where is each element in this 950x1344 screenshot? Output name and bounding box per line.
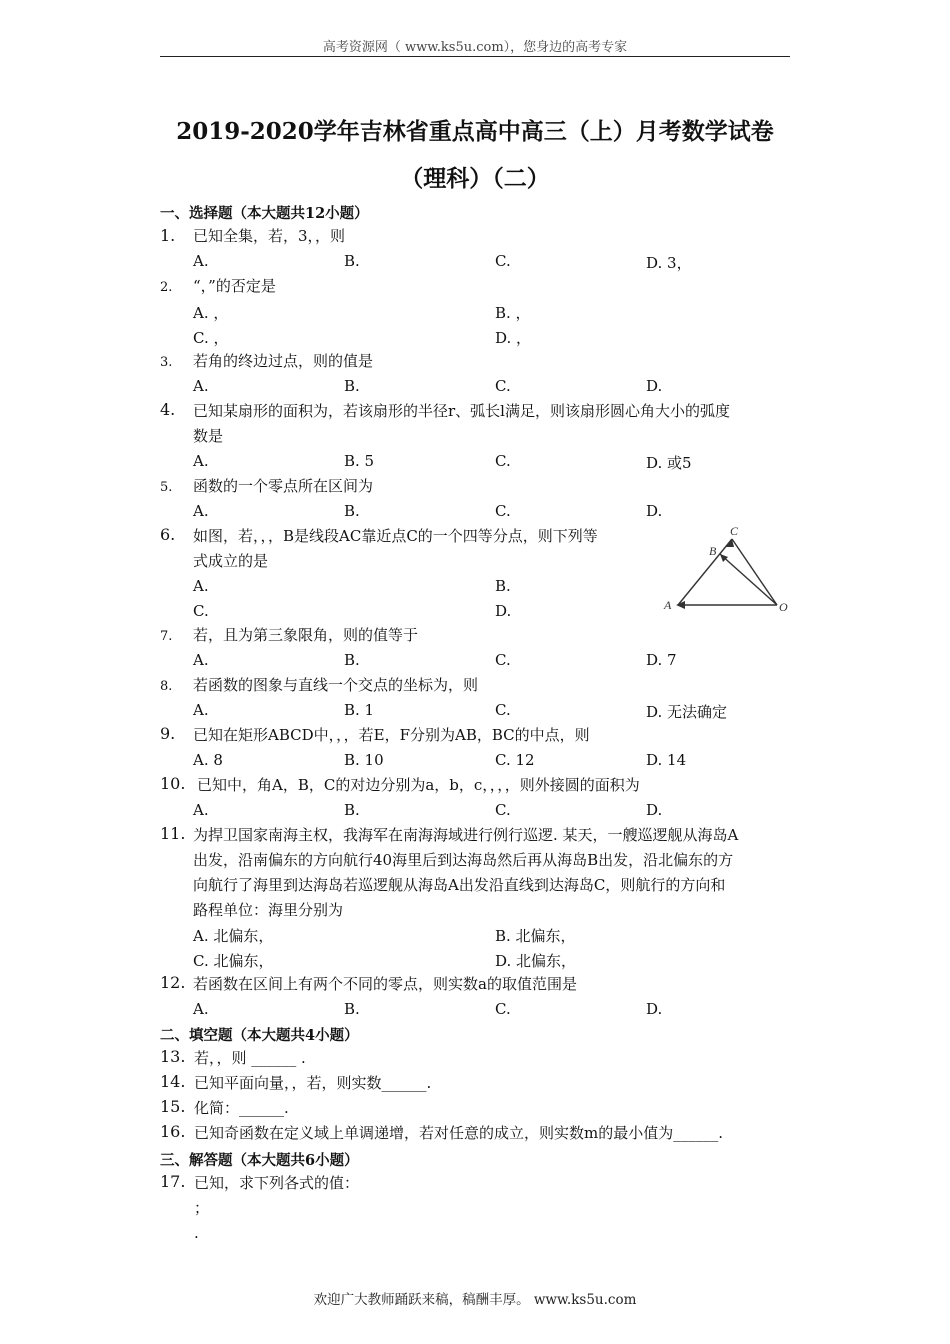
option-a: A.: [193, 577, 209, 595]
question-number: 16.: [160, 1122, 186, 1141]
option-c: C.: [495, 452, 511, 470]
question-text-line2: 数是: [193, 427, 224, 445]
label-c: C: [730, 525, 739, 538]
question-text-line3: 向航行了海里到达海岛若巡逻舰从海岛A出发沿直线到达海岛C，则航行的方向和: [193, 876, 726, 894]
question-number: 6.: [160, 525, 176, 544]
option-b: B.: [495, 577, 511, 595]
question-number: 13.: [160, 1047, 186, 1066]
option-a: A.: [193, 502, 209, 520]
question-text-line1: 为捍卫国家南海主权，我海军在南海海域进行例行巡逻. 某天，一艘巡逻舰从海岛A: [193, 826, 739, 844]
label-a: A: [664, 598, 672, 612]
question-number: 1.: [160, 226, 176, 245]
option-b: B. 1: [344, 701, 375, 719]
option-c: C.: [495, 377, 511, 395]
question-text-line1: 如图，若，，，B是线段AC靠近点C的一个四等分点，则下列等: [193, 527, 598, 545]
section-heading-answer: 三、解答题（本大题共6小题）: [160, 1152, 359, 1169]
option-b: B.: [344, 651, 360, 669]
section-heading-fill: 二、填空题（本大题共4小题）: [160, 1027, 359, 1044]
option-b: B.: [344, 801, 360, 819]
option-c: C.: [495, 701, 511, 719]
question-text: 已知，求下列各式的值：: [194, 1174, 360, 1192]
segment-ac: [678, 539, 732, 605]
header-rule: [160, 56, 790, 57]
option-d: D. 无法确定: [646, 703, 728, 721]
option-c: C.: [495, 651, 511, 669]
segment-oc: [732, 539, 777, 605]
question-text: 已知中，角A，B，C的对边分别为a，b，c，，，，则外接圆的面积为: [197, 776, 640, 794]
option-a: A. 8: [193, 751, 223, 769]
option-b: B. 5: [344, 452, 375, 470]
option-c: C. 北偏东，: [193, 952, 274, 970]
question-text: 已知在矩形ABCD中，，，若E，F分别为AB，BC的中点，则: [193, 726, 590, 744]
segment-ob: [720, 554, 777, 605]
question-text: 若函数的图象与直线一个交点的坐标为，则: [193, 676, 479, 694]
question-text: 若，且为第三象限角，则的值等于: [193, 626, 419, 644]
option-b: B.: [344, 1000, 360, 1018]
option-b: B.: [344, 502, 360, 520]
option-c: C. ，: [193, 329, 229, 347]
option-d: D.: [646, 502, 663, 520]
question-number: 10.: [160, 774, 186, 793]
label-o: O: [779, 600, 788, 614]
question-number: 2.: [160, 280, 173, 295]
question-number: 5.: [160, 480, 173, 495]
option-d: D. ，: [495, 329, 532, 347]
option-d: D. 7: [646, 651, 677, 669]
question-text: 化简：______.: [194, 1099, 289, 1117]
option-a: A.: [193, 377, 209, 395]
option-a: A. ，: [193, 304, 229, 322]
question-number: 12.: [160, 973, 186, 992]
exam-subtitle: （理科）（二）: [400, 165, 550, 192]
option-a: A.: [193, 452, 209, 470]
option-d: D. 3，: [646, 254, 692, 272]
question-text: 已知平面向量，，若，则实数______.: [194, 1074, 432, 1092]
question-text-line2: 式成立的是: [193, 552, 269, 570]
option-d: D.: [495, 602, 512, 620]
option-c: C.: [193, 602, 209, 620]
option-a: A.: [193, 252, 209, 270]
option-c: C.: [495, 801, 511, 819]
option-d: D. 北偏东，: [495, 952, 577, 970]
question-text: 已知奇函数在定义域上单调递增，若对任意的成立，则实数m的最小值为______.: [194, 1124, 723, 1142]
question-number: 3.: [160, 355, 173, 370]
option-b: B. 10: [344, 751, 384, 769]
question-number: 15.: [160, 1097, 186, 1116]
option-c: C.: [495, 252, 511, 270]
question-text: 若，，则 ______ .: [194, 1049, 306, 1067]
question-text: 若角的终边过点，则的值是: [193, 352, 374, 370]
exam-title: 2019-2020学年吉林省重点高中高三（上）月考数学试卷: [176, 118, 774, 145]
question-number: 8.: [160, 679, 173, 694]
question-number: 11.: [160, 824, 186, 843]
option-d: D. 14: [646, 751, 687, 769]
option-c: C.: [495, 502, 511, 520]
option-b: B. 北偏东，: [495, 927, 576, 945]
sub-part-1: ；: [194, 1199, 210, 1217]
sub-part-2: .: [194, 1224, 199, 1242]
question-text-line1: 已知某扇形的面积为，若该扇形的半径r、弧长l满足，则该扇形圆心角大小的弧度: [193, 402, 730, 420]
option-b: B. ，: [495, 304, 531, 322]
option-a: A.: [193, 1000, 209, 1018]
option-a: A.: [193, 801, 209, 819]
question-text: 已知全集，若，3，，则: [193, 227, 346, 245]
question-number: 7.: [160, 629, 173, 644]
page-footer: 欢迎广大教师踊跃来稿，稿酬丰厚。 www.ks5u.com: [313, 1292, 637, 1308]
option-c: C. 12: [495, 751, 535, 769]
section-heading-choice: 一、选择题（本大题共12小题）: [160, 205, 369, 222]
option-d: D.: [646, 801, 663, 819]
question-text-line2: 出发，沿南偏东的方向航行40海里后到达海岛然后再从海岛B出发，沿北偏东的方: [193, 851, 734, 869]
triangle-figure: [660, 525, 790, 617]
question-number: 17.: [160, 1172, 186, 1191]
question-text-line4: 路程单位：海里分别为: [193, 901, 344, 919]
question-text: “，”的否定是: [193, 277, 276, 295]
question-number: 4.: [160, 400, 176, 419]
page-header: 高考资源网（ www.ks5u.com），您身边的高考专家: [322, 40, 628, 55]
option-a: A.: [193, 651, 209, 669]
question-number: 9.: [160, 724, 176, 743]
label-b: B: [709, 544, 717, 558]
question-text: 函数的一个零点所在区间为: [193, 477, 374, 495]
option-b: B.: [344, 377, 360, 395]
option-d: D.: [646, 377, 663, 395]
option-c: C.: [495, 1000, 511, 1018]
option-b: B.: [344, 252, 360, 270]
option-d: D. 或5: [646, 454, 692, 472]
option-a: A.: [193, 701, 209, 719]
question-text: 若函数在区间上有两个不同的零点，则实数a的取值范围是: [193, 975, 577, 993]
option-d: D.: [646, 1000, 663, 1018]
option-a: A. 北偏东，: [193, 927, 274, 945]
question-number: 14.: [160, 1072, 186, 1091]
